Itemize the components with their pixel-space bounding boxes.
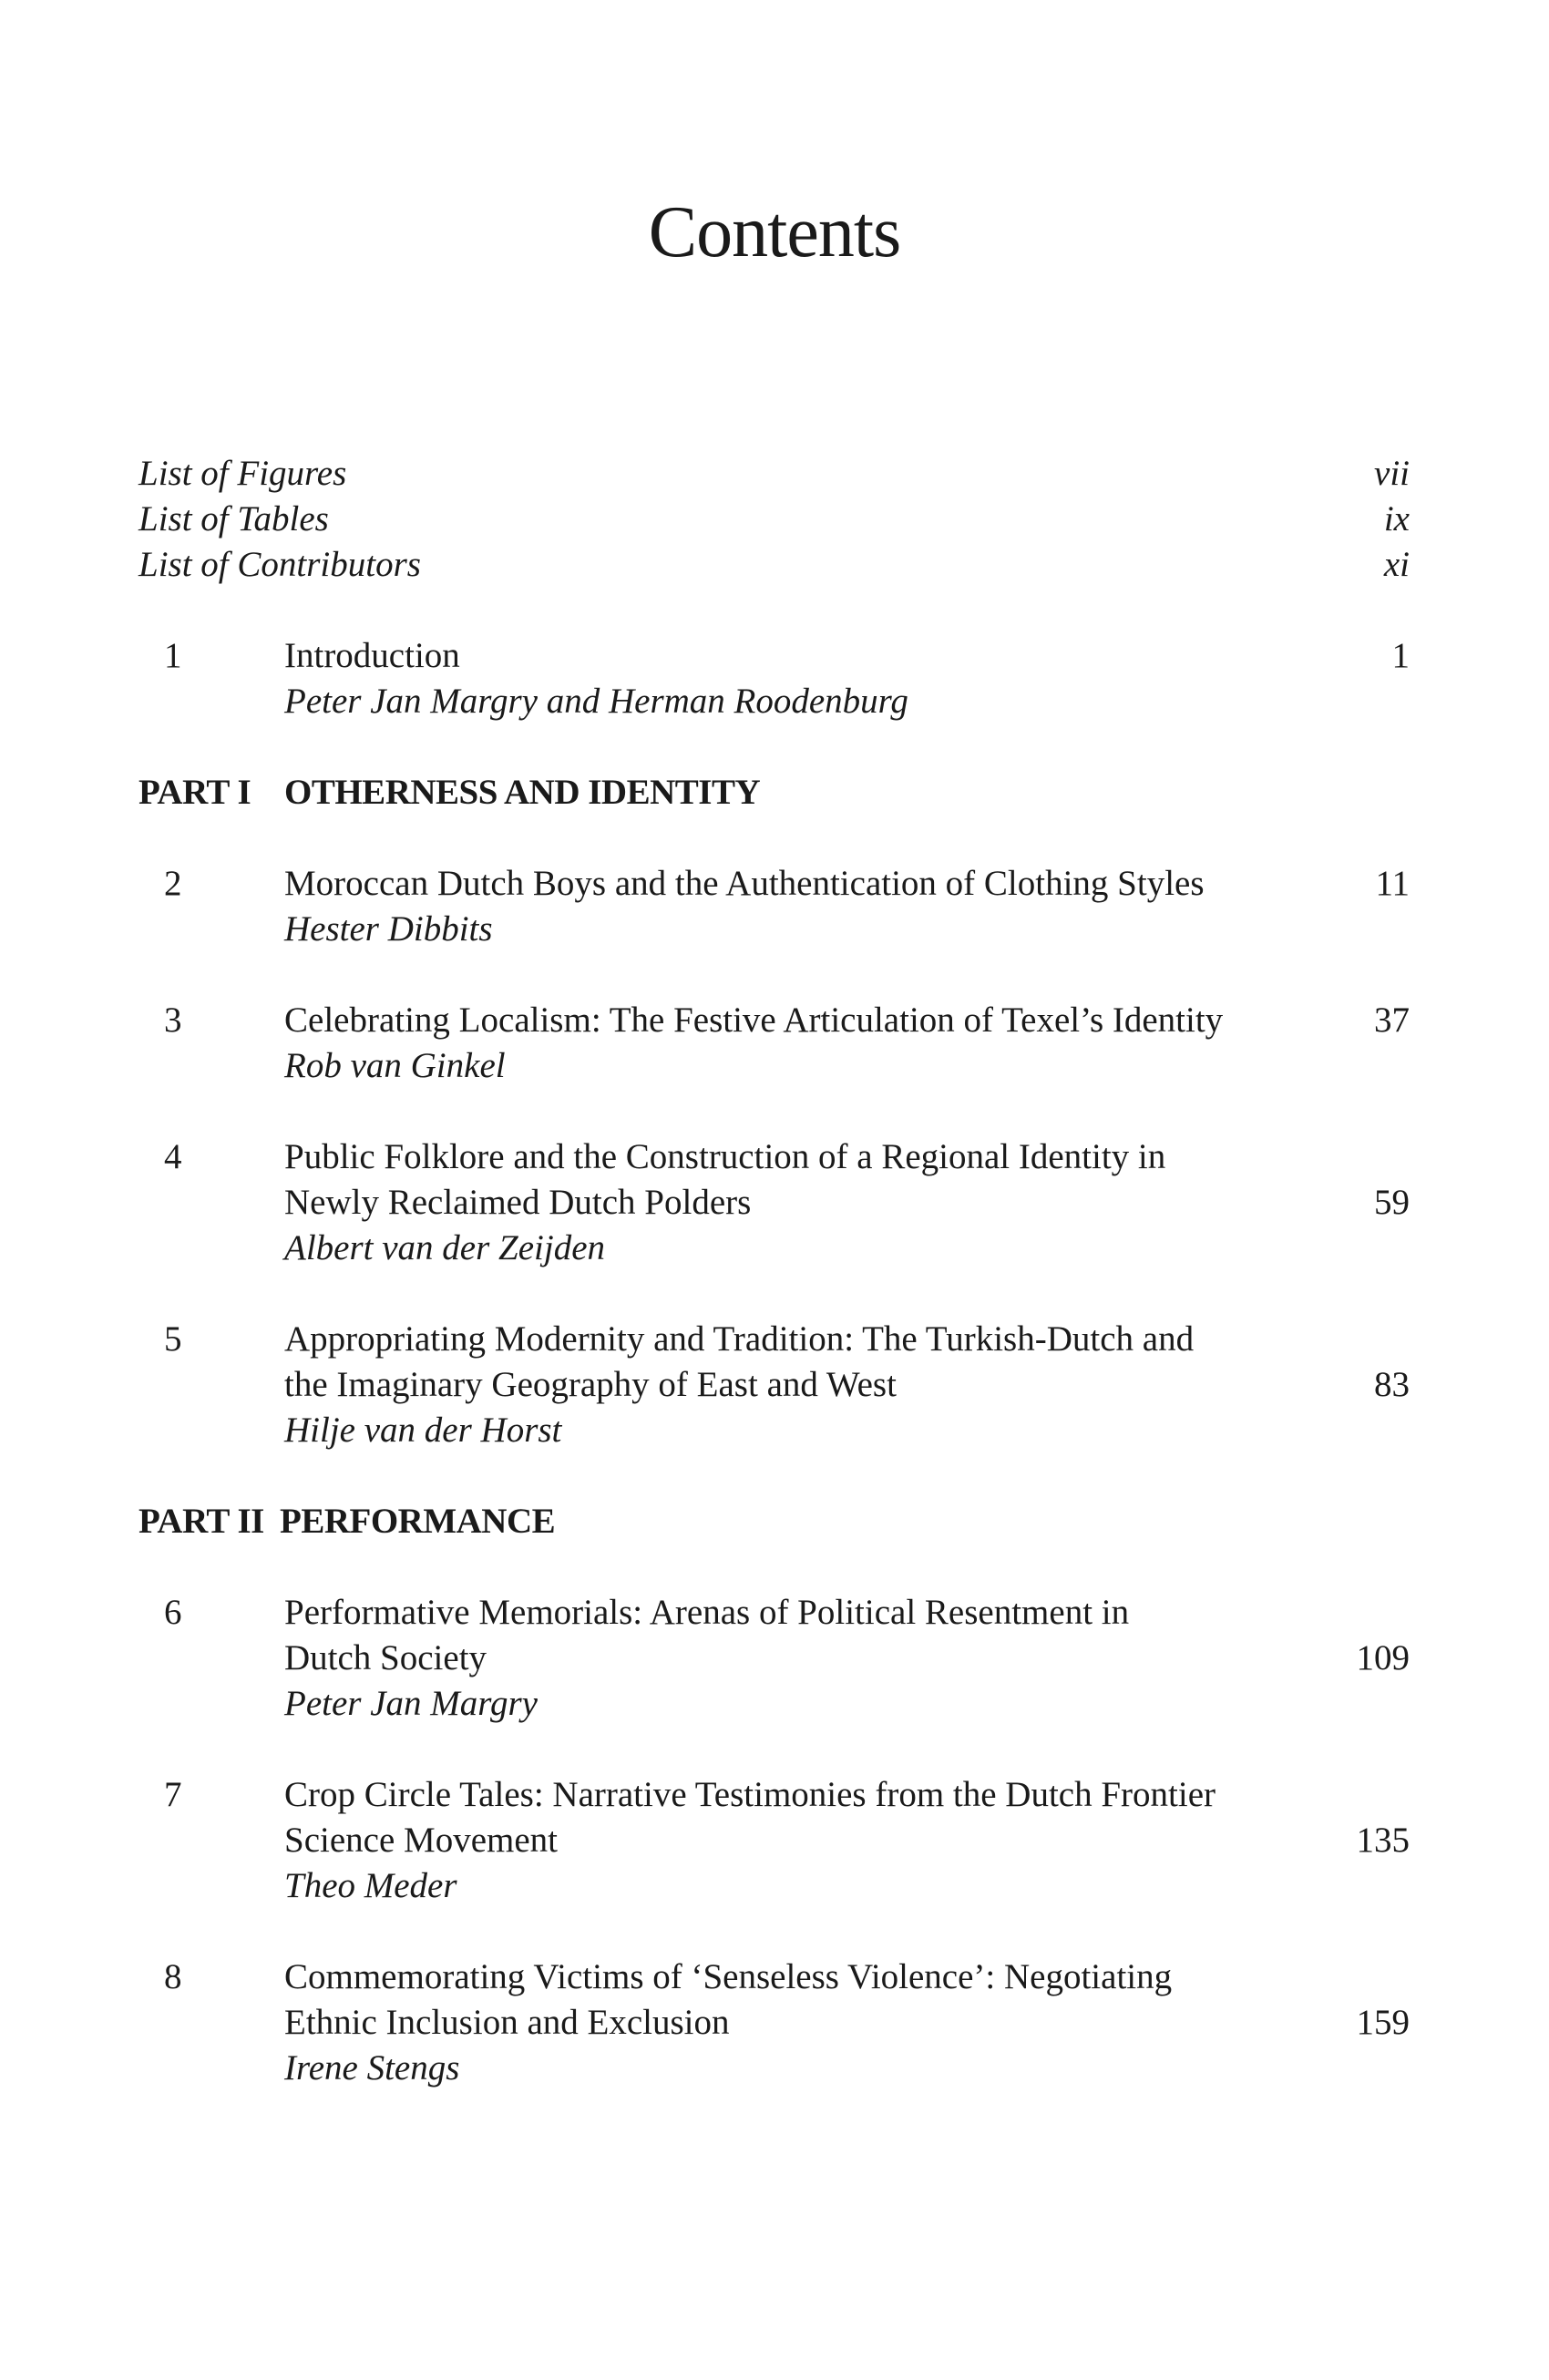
front-matter-page: vii — [1374, 454, 1410, 493]
chapter-number: 8 — [164, 1957, 182, 1996]
chapter-number: 6 — [164, 1593, 182, 1632]
chapter-page: 83 — [1374, 1365, 1410, 1404]
chapter-author: Theo Meder — [284, 1866, 457, 1905]
chapter-number: 3 — [164, 1000, 182, 1040]
chapter-author: Irene Stengs — [284, 2048, 460, 2088]
front-matter-item — [138, 451, 1410, 497]
chapter-title-line: Newly Reclaimed Dutch Polders — [284, 1183, 752, 1222]
front-matter-item — [138, 542, 1410, 588]
chapter-page: 109 — [1356, 1638, 1410, 1677]
chapter-title: Introduction — [284, 636, 460, 675]
front-matter-page: xi — [1383, 545, 1410, 584]
chapter-author: Hester Dibbits — [284, 909, 493, 949]
front-matter-label: List of Figures — [138, 454, 347, 493]
chapter-number: 7 — [164, 1775, 182, 1814]
chapter-entry — [138, 1317, 1410, 1453]
table-of-contents — [138, 451, 1410, 2091]
part-title: PERFORMANCE — [280, 1502, 556, 1541]
chapter-title-line: the Imaginary Geography of East and West — [284, 1365, 897, 1404]
chapter-entry — [138, 1590, 1410, 1727]
chapter-page: 11 — [1375, 864, 1410, 903]
chapter-number: 4 — [164, 1137, 182, 1176]
chapter-entry — [138, 998, 1410, 1089]
chapter-page: 135 — [1356, 1821, 1410, 1860]
part-label: PART I — [138, 773, 251, 812]
chapter-title: Moroccan Dutch Boys and the Authentication of Clothing Styles — [284, 864, 1205, 903]
front-matter-label: List of Tables — [138, 499, 329, 539]
chapter-author: Peter Jan Margry and Herman Roodenburg — [284, 682, 908, 721]
part-label: PART II — [138, 1502, 264, 1541]
chapter-entry — [138, 1134, 1410, 1271]
chapter-page: 1 — [1391, 636, 1410, 675]
chapter-entry — [138, 861, 1410, 952]
front-matter-label: List of Contributors — [138, 545, 421, 584]
chapter-number: 5 — [164, 1319, 182, 1359]
chapter-title: Celebrating Localism: The Festive Articulation of Texel’s Identity — [284, 1000, 1224, 1040]
chapter-number: 2 — [164, 864, 182, 903]
chapter-title-line: Dutch Society — [284, 1638, 487, 1677]
chapter-title-line: Ethnic Inclusion and Exclusion — [284, 2003, 730, 2042]
chapter-author: Peter Jan Margry — [284, 1684, 538, 1723]
chapter-page: 159 — [1356, 2003, 1410, 2042]
part-heading — [138, 1499, 1410, 1544]
chapter-title-line: Appropriating Modernity and Tradition: The Turkish-Dutch and — [284, 1319, 1195, 1359]
chapter-title-line: Science Movement — [284, 1821, 558, 1860]
chapter-entry — [138, 633, 1410, 724]
front-matter-page: ix — [1383, 499, 1410, 539]
part-title: OTHERNESS AND IDENTITY — [284, 773, 761, 812]
chapter-page: 37 — [1374, 1000, 1410, 1040]
chapter-entry — [138, 1772, 1410, 1909]
front-matter-item — [138, 497, 1410, 542]
chapter-author: Hilje van der Horst — [284, 1411, 562, 1450]
chapter-title-line: Public Folklore and the Construction of a Regional Identity in — [284, 1137, 1166, 1176]
chapter-page: 59 — [1374, 1183, 1410, 1222]
part-heading — [138, 770, 1410, 816]
chapter-title-line: Commemorating Victims of ‘Senseless Violence’: Negotiating — [284, 1957, 1173, 1996]
chapter-author: Rob van Ginkel — [284, 1046, 506, 1085]
chapter-entry — [138, 1954, 1410, 2091]
chapter-title-line: Crop Circle Tales: Narrative Testimonies from the Dutch Frontier — [284, 1775, 1216, 1814]
chapter-number: 1 — [164, 636, 182, 675]
chapter-author: Albert van der Zeijden — [284, 1228, 606, 1267]
chapter-title-line: Performative Memorials: Arenas of Political Resentment in — [284, 1593, 1130, 1632]
page-title: Contents — [648, 192, 901, 272]
